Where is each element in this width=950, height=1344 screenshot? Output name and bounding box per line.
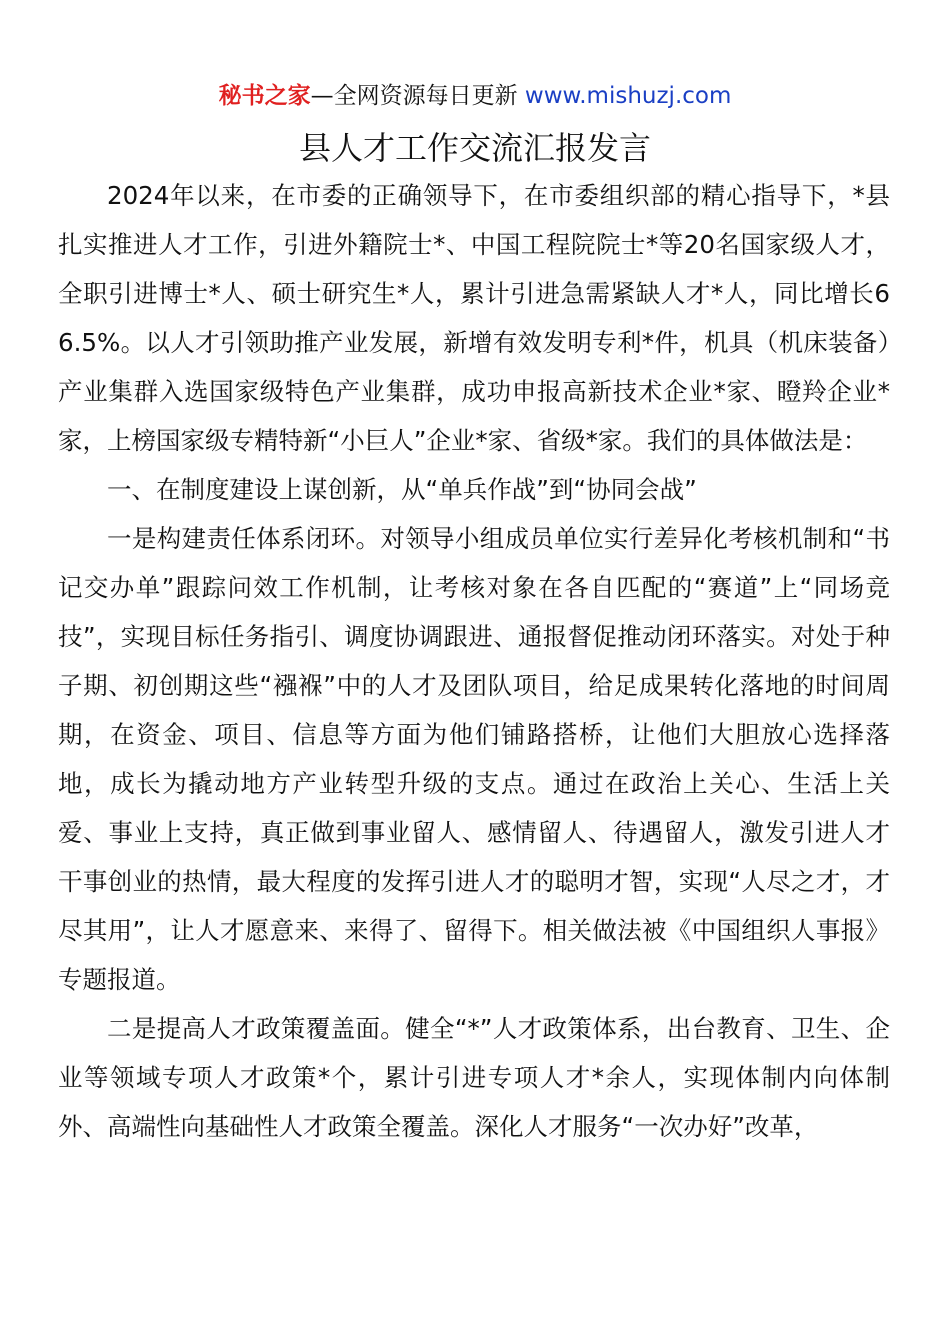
site-header <box>0 80 950 112</box>
intro-paragraph: 2024年以来，在市委的正确领导下，在市委组织部的精心指导下，*县扎实推进人才工作，引进外籍院士*、中国工程院院士*等20名国家级人才，全职引进博士*人、硕士研究生*人，累计引进急需紧缺人才*人，同比增长66.5%。以人才引领助推产业发展，新增有效发明专利*件，机具（机床装备）产业集群入选国家级特色产业集群，成功申报高新技术企业*家、瞪羚企业*家，上榜国家级专精特新“小巨人”企业*家、省级*家。我们的具体做法是： <box>58 181 890 455</box>
document-body <box>58 171 890 1151</box>
site-tagline: —全网资源每日更新 <box>310 83 518 109</box>
paragraph-policy-coverage: 二是提高人才政策覆盖面。健全“*”人才政策体系，出台教育、卫生、企业等领域专项人才政策*个，累计引进专项人才*余人，实现体制内向体制外、高端性向基础性人才政策全覆盖。深化人才服务“一次办好”改革， <box>58 1014 890 1141</box>
document-title: 县人才工作交流汇报发言 <box>298 129 651 167</box>
site-brand: 秘书之家 <box>218 83 311 109</box>
site-url-link[interactable]: www.mishuzj.com <box>524 83 732 109</box>
paragraph-responsibility-system: 一是构建责任体系闭环。对领导小组成员单位实行差异化考核机制和“书记交办单”跟踪问效工作机制，让考核对象在各自匹配的“赛道”上“同场竞技”，实现目标任务指引、调度协调跟进、通报督促推动闭环落实。对处于种子期、初创期这些“襁褓”中的人才及团队项目，给足成果转化落地的时间周期，在资金、项目、信息等方面为他们铺路搭桥，让他们大胆放心选择落地，成长为撬动地方产业转型升级的支点。通过在政治上关心、生活上关爱、事业上支持，真正做到事业留人、感情留人、待遇留人，激发引进人才干事创业的热情，最大程度的发挥引进人才的聪明才智，实现“人尽之才，才尽其用”，让人才愿意来、来得了、留得下。相关做法被《中国组织人事报》专题报道。 <box>58 524 890 994</box>
section-heading-1: 一、在制度建设上谋创新，从“单兵作战”到“协同会战” <box>107 475 697 504</box>
